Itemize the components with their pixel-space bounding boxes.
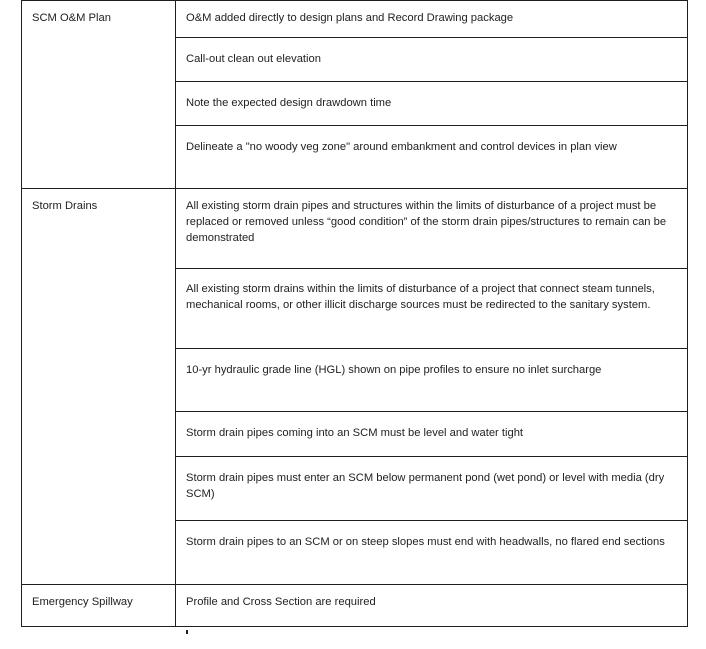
requirement-cell (176, 82, 688, 126)
table-row (22, 585, 688, 627)
category-cell (22, 585, 176, 627)
requirements-table (21, 0, 688, 627)
category-label: Emergency Spillway (32, 596, 133, 608)
requirement-cell (176, 38, 688, 82)
requirement-text: All existing storm drain pipes and structures within the limits of disturbance of a project must be replaced or removed unless “good condition” of the storm drain pipes/structures to remain can be demonstrated (186, 200, 667, 244)
requirement-cell (176, 457, 688, 521)
table-row (22, 1, 688, 38)
requirement-text: Call-out clean out elevation (186, 53, 321, 65)
requirement-cell (176, 126, 688, 189)
requirement-cell (176, 349, 688, 412)
requirement-text: O&M added directly to design plans and Record Drawing package (186, 12, 514, 24)
requirement-text: Delineate a "no woody veg zone" around embankment and control devices in plan view (186, 141, 617, 153)
requirement-cell (176, 412, 688, 457)
requirement-text: All existing storm drains within the limits of disturbance of a project that connect steam tunnels, mechanical rooms, or other illicit discharge sources must be redirected to the sanitary system. (186, 283, 655, 311)
requirement-text: Storm drain pipes coming into an SCM must be level and water tight (186, 427, 524, 439)
requirement-text: 10-yr hydraulic grade line (HGL) shown on pipe profiles to ensure no inlet surcharge (186, 364, 602, 376)
category-cell (22, 1, 176, 189)
category-label: SCM O&M Plan (32, 12, 111, 24)
requirement-cell (176, 1, 688, 38)
category-cell (22, 189, 176, 585)
requirement-cell (176, 585, 688, 627)
table-row (22, 189, 688, 269)
requirement-cell (176, 269, 688, 349)
category-label: Storm Drains (32, 200, 98, 212)
requirement-text: Storm drain pipes to an SCM or on steep slopes must end with headwalls, no flared end sections (186, 536, 665, 548)
requirement-text: Note the expected design drawdown time (186, 97, 392, 109)
requirement-cell (176, 521, 688, 585)
requirement-cell (176, 189, 688, 269)
requirement-text: Storm drain pipes must enter an SCM below permanent pond (wet pond) or level with media (dry SCM) (186, 472, 665, 500)
requirement-text: Profile and Cross Section are required (186, 596, 376, 608)
text-cursor-mark (186, 630, 188, 634)
